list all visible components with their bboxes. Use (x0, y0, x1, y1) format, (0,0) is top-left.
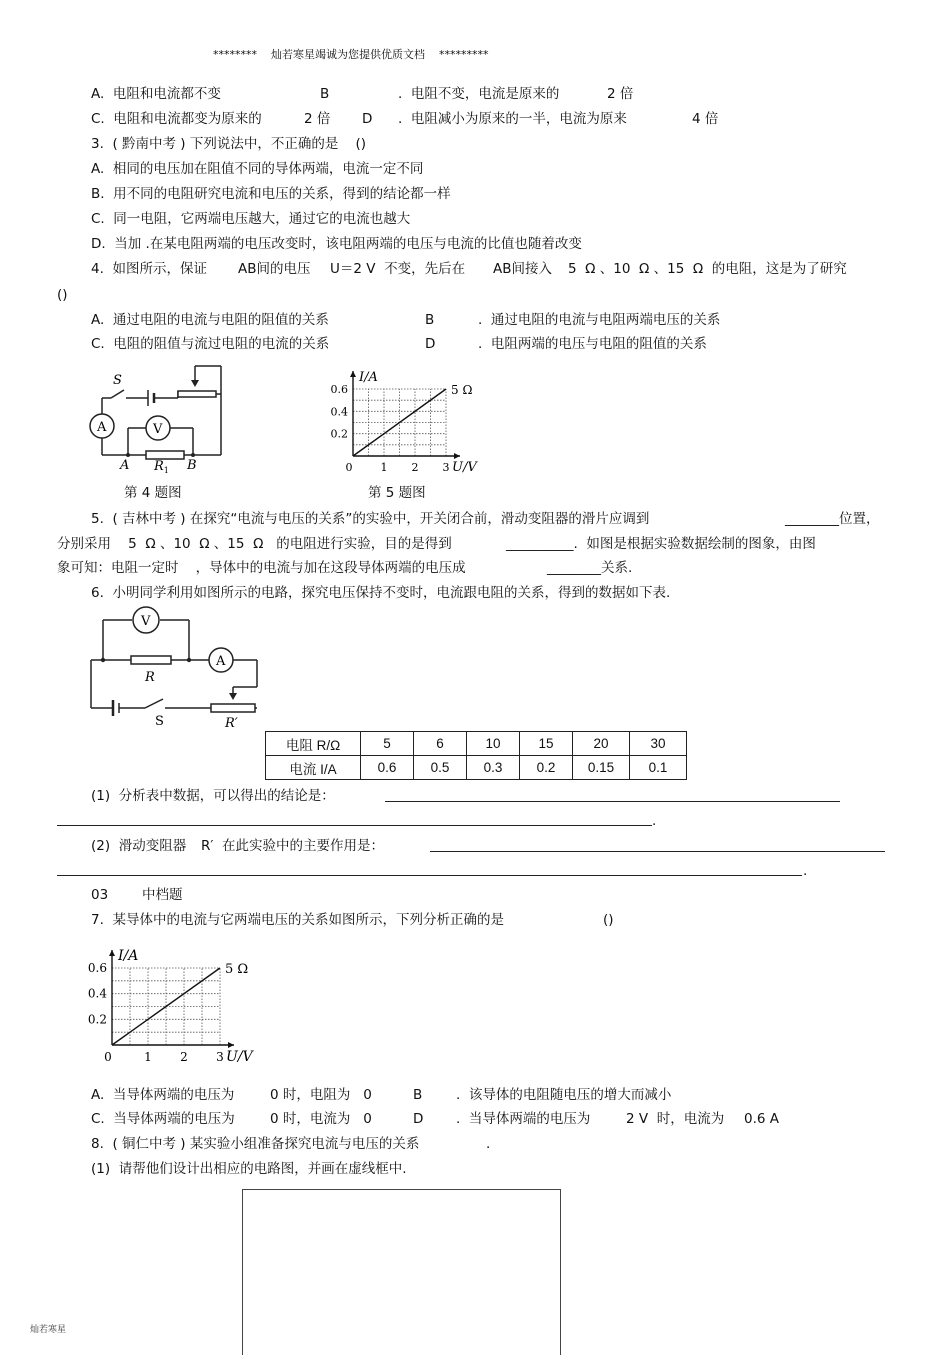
q6-sub2-period: . (803, 863, 808, 879)
fig5-x-axis-arrow (454, 453, 460, 459)
q6-data-table (265, 731, 687, 780)
table-header-current: 电流 I/A (266, 756, 361, 780)
q3-option-b: B. 用不同的电阻研究电流和电压的关系，得到的结论都一样 (91, 186, 451, 202)
q7-graph-line-label: 5 Ω (225, 962, 249, 977)
q6-sub1-answer-line-2 (57, 825, 652, 826)
q4-option-b-letter: B (425, 312, 435, 328)
q8-sub1: (1) 请帮他们设计出相应的电路图，并画在虚线框中. (91, 1161, 407, 1177)
q7-option-b-letter: B (413, 1087, 423, 1103)
fig5-y-tick-label: 0.6 (330, 383, 348, 396)
q4-stem-e: 5 Ω 、10 Ω 、15 Ω 的电阻，这是为了研究 (568, 261, 847, 277)
q7-option-a-a: A. 当导体两端的电压为 (91, 1087, 235, 1103)
q7-option-d-letter: D (413, 1111, 424, 1127)
fig5-y-tick-label: 0.4 (330, 405, 348, 419)
q7-graph-x-tick-label: 1 (144, 1050, 152, 1064)
q8-answer-box (242, 1189, 561, 1355)
q4-stem-d: AB间接入 (493, 261, 552, 277)
q6-sub1-answer-line (385, 801, 840, 802)
q7-option-d-a: . 当导体两端的电压为 (456, 1111, 591, 1127)
q6-switch-label: S (155, 714, 164, 729)
table-cell: 5 (361, 732, 414, 756)
fig4-circuit (80, 362, 240, 477)
q6-sub1: (1) 分析表中数据，可以得出的结论是： (91, 788, 335, 804)
fig4-switch-label: S (113, 373, 122, 388)
q7-option-d-c: 0.6 A (744, 1111, 779, 1127)
q4-stem-b: AB间的电压 (238, 261, 311, 277)
table-cell: 0.15 (573, 756, 630, 780)
q4-option-d-letter: D (425, 336, 436, 352)
q7-option-a-b: 0 时，电阻为 0 (270, 1087, 372, 1103)
q2-option-c: C. 电阻和电流都变为原来的 (91, 111, 262, 127)
q7-graph-x-tick-label: 3 (216, 1050, 224, 1064)
q6-sub2-answer-line-2 (57, 875, 802, 876)
q5-blank1: ________位置， (785, 511, 880, 527)
q6-sub2-answer-line (430, 851, 885, 852)
table-cell: 15 (520, 732, 573, 756)
q4-stem-c: U＝2 V 不变，先后在 (330, 261, 466, 277)
q2-option-a: A. 电阻和电流都不变 (91, 86, 221, 102)
q2-option-c-multiplier: 2 倍 (304, 111, 331, 127)
q5-blank3: ________关系. (547, 560, 633, 576)
table-cell: 0.5 (414, 756, 467, 780)
section-number: 03 (91, 887, 109, 903)
q8-stem: 8. ( 铜仁中考 ) 某实验小组准备探究电流与电压的关系 (91, 1136, 420, 1152)
q6-ammeter-label: A (216, 654, 226, 669)
q7-option-d-b: 2 V 时，电流为 (626, 1111, 725, 1127)
q4-option-b: . 通过电阻的电流与电阻两端电压的关系 (478, 312, 721, 328)
q6-sub2-b: R′ 在此实验中的主要作用是： (201, 838, 385, 854)
q3-option-a: A. 相同的电压加在阻值不同的导体两端，电流一定不同 (91, 161, 424, 177)
q2-option-b-multiplier: 2 倍 (607, 86, 634, 102)
table-cell: 30 (630, 732, 687, 756)
q3-option-d: D. 当加 .在某电阻两端的电压改变时，该电阻两端的电压与电流的比值也随着改变 (91, 236, 582, 252)
q5-line3: 象可知：电阻一定时 ，导体中的电流与加在这段导体两端的电压成 (57, 560, 466, 576)
q7-graph-y-axis-arrow (109, 950, 115, 956)
fig5-line-label: 5 Ω (451, 383, 473, 397)
table-cell: 6 (414, 732, 467, 756)
fig4-point-a-label: A (120, 458, 130, 473)
fig5-caption: 第 5 题图 (368, 485, 426, 501)
q6-rheostat-label: R′ (225, 716, 238, 731)
section-title: 中档题 (142, 887, 183, 903)
q7-option-c-a: C. 当导体两端的电压为 (91, 1111, 235, 1127)
fig5-y-tick-label: 0.2 (330, 427, 348, 441)
table-cell: 0.1 (630, 756, 687, 780)
fig4-resistor-label: $R_1$ (154, 459, 169, 475)
table-cell: 0.6 (361, 756, 414, 780)
fig5-y-axis-label: I/A (359, 370, 378, 385)
fig4-ammeter-label: A (97, 420, 107, 435)
table-row (266, 732, 687, 756)
q7-option-c-b: 0 时，电流为 0 (270, 1111, 372, 1127)
q4-option-c: C. 电阻的阻值与流过电阻的电流的关系 (91, 336, 330, 352)
q4-stem-a: 4. 如图所示，保证 (91, 261, 207, 277)
q6-resistor-label: R (145, 670, 155, 685)
table-cell: 0.2 (520, 756, 573, 780)
q2-option-b-letter: B (320, 86, 330, 102)
q4-answer-paren: () (57, 287, 68, 303)
fig4-caption: 第 4 题图 (124, 485, 182, 501)
q4-option-d: . 电阻两端的电压与电阻的阻值的关系 (478, 336, 707, 352)
q2-option-d-letter: D (362, 111, 373, 127)
q6-sub2-a: (2) 滑动变阻器 (91, 838, 187, 854)
fig4-point-b-label: B (187, 458, 197, 473)
q7-graph-y-tick-label: 0.2 (87, 1012, 107, 1027)
q3-option-c: C. 同一电阻，它两端电压越大，通过它的电流也越大 (91, 211, 411, 227)
q7-stem: 7. 某导体中的电流与它两端电压的关系如图所示，下列分析正确的是 (91, 912, 504, 928)
q4-option-a: A. 通过电阻的电流与电阻的阻值的关系 (91, 312, 329, 328)
q7-option-b: . 该导体的电阻随电压的增大而减小 (456, 1087, 672, 1103)
fig5-x-tick-label: 2 (411, 461, 419, 474)
table-cell: 20 (573, 732, 630, 756)
q6-stem: 6. 小明同学利用如图所示的电路，探究电压保持不变时，电流跟电阻的关系，得到的数据如下表. (91, 585, 671, 601)
table-header-resistance: 电阻 R/Ω (266, 732, 361, 756)
fig5-graph (325, 358, 485, 478)
q5-line1: 5. ( 吉林中考 ) 在探究“电流与电压的关系”的实验中，开关闭合前，滑动变阻器的滑片应调到 (91, 511, 650, 527)
q6-sub1-period: . (652, 813, 657, 829)
q7-graph-x-tick-label: 0 (104, 1050, 112, 1064)
fig4-voltmeter-label: V (153, 422, 163, 437)
q7-graph-x-axis-arrow (228, 1042, 234, 1048)
q5-blank2: __________. 如图是根据实验数据绘制的图象，由图 (506, 536, 816, 552)
q5-line2: 分别采用 5 Ω 、10 Ω 、15 Ω 的电阻进行实验，目的是得到 (57, 536, 452, 552)
q2-option-d-multiplier: 4 倍 (692, 111, 719, 127)
q3-stem: 3. ( 黔南中考 ) 下列说法中，不正确的是 () (91, 136, 367, 152)
q7-graph-x-tick-label: 2 (180, 1050, 188, 1064)
page-footer: 灿若寒星 (30, 1325, 67, 1335)
q7-graph-y-tick-label: 0.6 (87, 961, 107, 975)
fig5-y-axis-arrow (350, 371, 356, 377)
q6-voltmeter-label: V (141, 614, 151, 629)
q2-option-d-text: . 电阻减小为原来的一半，电流为原来 (398, 111, 627, 127)
fig5-x-tick-label: 3 (442, 461, 450, 474)
q2-option-b-text: . 电阻不变，电流是原来的 (398, 86, 560, 102)
q7-graph-x-axis-label: U/V (226, 1049, 253, 1065)
fig5-x-tick-label: 1 (380, 461, 388, 474)
q7-graph-y-axis-label: I/A (118, 948, 139, 964)
table-row (266, 756, 687, 780)
q6-circuit (85, 605, 275, 730)
q7-graph-y-tick-label: 0.4 (87, 986, 107, 1001)
q7-answer-paren: () (603, 912, 614, 928)
table-cell: 0.3 (467, 756, 520, 780)
q8-stem-end: . (486, 1136, 491, 1152)
fig5-x-tick-label: 0 (345, 461, 353, 474)
fig5-x-axis-label: U/V (452, 460, 477, 475)
q7-graph (85, 937, 270, 1077)
page-header: ******** 灿若寒星竭诚为您提供优质文档 ********* (213, 48, 489, 61)
table-cell: 10 (467, 732, 520, 756)
